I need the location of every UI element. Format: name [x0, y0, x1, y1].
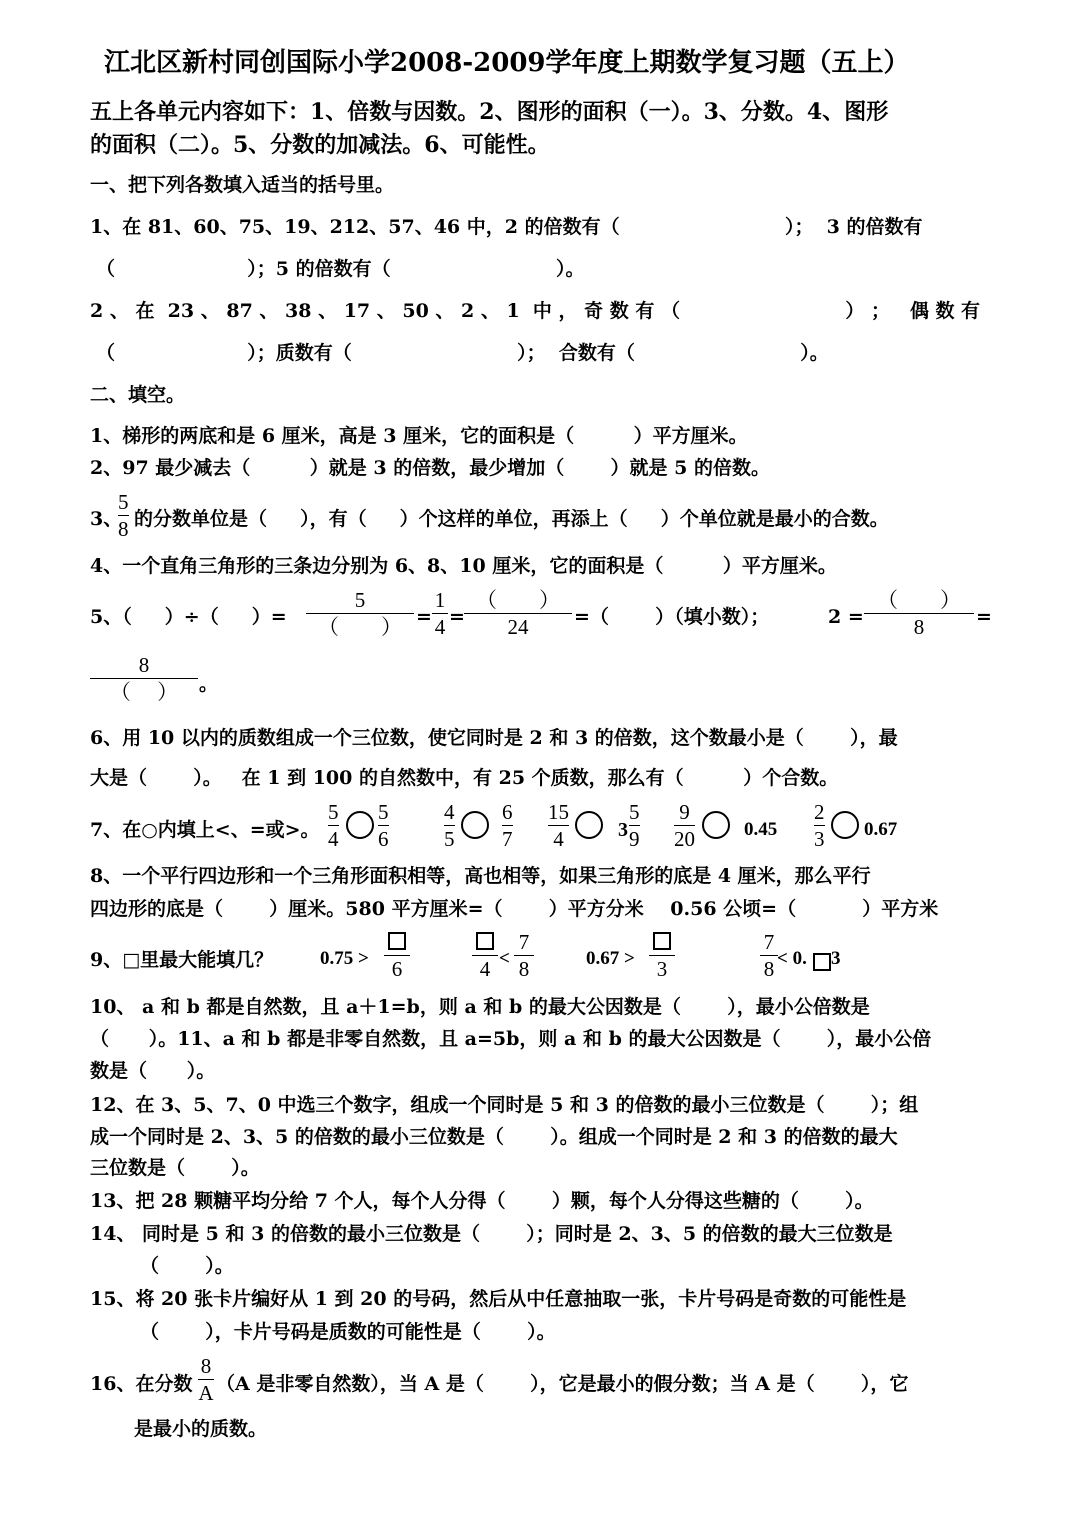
s2-q1: 1、梯形的两底和是 6 厘米，高是 3 厘米，它的面积是（ ）平方厘米。 [90, 425, 748, 447]
s1-q2-line1: 2 、 在 23 、 87 、 38 、 17 、 50 、 2 、 1 中 ， 奇 数 有 （ ） ； 偶 数 有 [90, 300, 981, 322]
q5-fraction-4-numerator: （ ） [877, 588, 961, 612]
q9-b-op: < [499, 948, 510, 969]
fraction-bar [328, 825, 339, 826]
s1-q1-line1: 1、在 81、60、75、19、212、57、46 中，2 的倍数有（ ）； 3 的倍数有 [90, 216, 923, 238]
q7-p5-left-fraction [814, 801, 825, 850]
q5-equals-3: = [976, 606, 992, 628]
numerator: 5 [328, 800, 339, 824]
denominator: 4 [479, 957, 491, 981]
s2-q14-line2: （ ）。 [140, 1255, 234, 1277]
s1-q1-line2: （ ）；5 的倍数有（ ）。 [96, 258, 585, 280]
compare-circle[interactable] [346, 811, 374, 839]
s2-q10-line3: 数是（ ）。 [90, 1060, 216, 1082]
q7-p3-left-fraction [548, 801, 569, 850]
numerator: 7 [763, 930, 775, 954]
q3-fraction [118, 491, 129, 540]
q9-a-fraction [384, 931, 410, 980]
q5-tail: =（ ）（填小数）； [574, 606, 770, 628]
fraction-bar [444, 825, 455, 826]
q3-fraction-denominator: 8 [118, 517, 129, 541]
fraction-bar [306, 613, 414, 614]
q3-fraction-numerator: 5 [118, 490, 129, 514]
s2-q12-line1: 12、在 3、5、7、0 中选三个数字，组成一个同时是 5 和 3 的倍数的最小三位数是（ ）；组 [90, 1094, 919, 1116]
q9-c-fraction [649, 931, 675, 980]
compare-circle[interactable] [575, 811, 603, 839]
s2-q10-line1: 10、 a 和 b 都是自然数，且 a＋1=b，则 a 和 b 的最大公因数是（ ），最小公倍数是 [90, 996, 870, 1018]
s2-q9-lead: 9、□里最大能填几？ [90, 949, 274, 971]
numerator: 2 [814, 800, 825, 824]
q7-p3-whole: 3 [618, 819, 628, 841]
s2-q3-prefix: 3、 [90, 508, 123, 530]
numerator: 8 [200, 1354, 212, 1378]
s2-q13: 13、把 28 颗糖平均分给 7 个人，每个人分得（ ）颗，每个人分得这些糖的（ ）。 [90, 1190, 874, 1212]
q5-fraction-3 [464, 589, 572, 638]
s2-q14-line1: 14、 同时是 5 和 3 的倍数的最小三位数是（ ）；同时是 2、3、5 的倍数的最大三位数是 [90, 1223, 893, 1245]
s2-q3-text: 的分数单位是（ ），有（ ）个这样的单位，再添上（ ）个单位就是最小的合数。 [134, 508, 889, 530]
denominator: 9 [629, 827, 640, 851]
fraction-bar [378, 825, 389, 826]
q9-b-fraction2 [514, 931, 534, 980]
s2-q16-prefix: 16、在分数 [90, 1373, 193, 1395]
intro-line-1: 五上各单元内容如下：1、倍数与因数。2、图形的面积（一）。3、分数。4、图形 [90, 99, 889, 125]
blank-box[interactable] [388, 931, 406, 953]
intro-line-2: 的面积（二）。5、分数的加减法。6、可能性。 [90, 132, 550, 158]
numerator: 4 [444, 800, 455, 824]
q9-a-left: 0.75 > [320, 948, 369, 969]
q5-fraction-2 [432, 589, 448, 638]
denominator: 20 [674, 827, 695, 851]
s2-q2: 2、97 最少减去（ ）就是 3 的倍数，最少增加（ ）就是 5 的倍数。 [90, 457, 771, 479]
q5-fraction-4-denominator: 8 [913, 615, 925, 639]
s2-q12-line3: 三位数是（ ）。 [90, 1157, 260, 1179]
denominator: 3 [814, 827, 825, 851]
denominator: 8 [763, 957, 775, 981]
fraction-bar [760, 955, 778, 956]
q9-b-fraction [472, 931, 498, 980]
denominator: A [198, 1381, 214, 1405]
q9-d-op: < 0. [777, 948, 807, 969]
s2-q7-lead: 7、在○内填上<、=或>。 [90, 819, 320, 841]
section2-heading: 二、填空。 [90, 384, 186, 406]
denominator: 7 [502, 827, 513, 851]
numerator: 5 [629, 800, 640, 824]
fraction-bar [674, 825, 695, 826]
s2-q6-line1: 6、用 10 以内的质数组成一个三位数，使它同时是 2 和 3 的倍数，这个数最小是（ ），最 [90, 727, 898, 749]
q5-two: 2 = [828, 606, 864, 628]
fraction-bar [814, 825, 825, 826]
q7-p2-left-fraction [444, 801, 455, 850]
q5-equals-2: = [449, 606, 465, 628]
q5-fraction-5-numerator: 8 [138, 653, 150, 677]
q16-fraction [198, 1355, 214, 1404]
fraction-bar [649, 955, 675, 956]
q5-fraction-3-numerator: （ ） [476, 588, 560, 612]
fraction-bar [472, 955, 498, 956]
q5-end: 。 [199, 673, 219, 695]
q5-fraction-3-denominator: 24 [507, 615, 529, 639]
compare-circle[interactable] [831, 811, 859, 839]
s2-q16-line2: 是最小的质数。 [134, 1418, 268, 1440]
s2-q8-line1: 8、一个平行四边形和一个三角形面积相等，高也相等，如果三角形的底是 4 厘米，那么平行 [90, 865, 871, 887]
q5-fraction-1-numerator: 5 [354, 588, 366, 612]
s2-q12-line2: 成一个同时是 2、3、5 的倍数的最小三位数是（ ）。组成一个同时是 2 和 3 的倍数的最大 [90, 1126, 898, 1148]
q9-d-tail: 3 [831, 948, 841, 969]
q7-p4-decimal: 0.45 [744, 819, 778, 840]
fraction-bar [384, 955, 410, 956]
denominator: 3 [656, 957, 668, 981]
s2-q15-line1: 15、将 20 张卡片编好从 1 到 20 的号码，然后从中任意抽取一张，卡片号码是奇数的可能性是 [90, 1288, 907, 1310]
q5-fraction-2-denominator: 4 [434, 615, 446, 639]
denominator: 5 [444, 827, 455, 851]
denominator: 4 [328, 827, 339, 851]
q5-equals-1: = [416, 606, 432, 628]
numerator: 6 [502, 800, 513, 824]
compare-circle[interactable] [702, 811, 730, 839]
numerator: 15 [548, 800, 569, 824]
q7-p3-right-fraction [629, 801, 640, 850]
blank-box[interactable] [813, 953, 831, 971]
denominator: 8 [518, 957, 530, 981]
s2-q15-line2: （ ），卡片号码是质数的可能性是（ ）。 [140, 1321, 556, 1343]
blank-box[interactable] [653, 931, 671, 953]
fraction-bar [548, 825, 569, 826]
fraction-bar [502, 825, 513, 826]
q7-p2-right-fraction [502, 801, 513, 850]
q7-p1-left-fraction [328, 801, 339, 850]
numerator: 5 [378, 800, 389, 824]
numerator: 9 [679, 800, 690, 824]
fraction-bar [864, 613, 974, 614]
fraction-bar [514, 955, 534, 956]
page-title: 江北区新村同创国际小学2008-2009学年度上期数学复习题（五上） [104, 48, 910, 78]
s2-q16-text: （A 是非零自然数），当 A 是（ ），它是最小的假分数；当 A 是（ ），它 [216, 1373, 909, 1395]
fraction-bar [629, 825, 640, 826]
fraction-bar [432, 613, 448, 614]
fraction-bar [198, 1379, 214, 1380]
fraction-bar [464, 613, 572, 614]
q5-fraction-1 [306, 589, 414, 638]
q5-fraction-4 [864, 589, 974, 638]
section1-heading: 一、把下列各数填入适当的括号里。 [90, 174, 395, 196]
s2-q10-line2: （ ）。11、a 和 b 都是非零自然数，且 a=5b，则 a 和 b 的最大公因数是（ ），最小公倍 [90, 1028, 932, 1050]
fraction-bar [90, 678, 198, 679]
s1-q2-line2: （ ）；质数有（ ）； 合数有（ ）。 [96, 342, 829, 364]
q7-p4-left-fraction [674, 801, 695, 850]
q9-d-fraction [760, 931, 778, 980]
q5-fraction-1-denominator: （ ） [318, 615, 402, 639]
q5-fraction-2-numerator: 1 [434, 588, 446, 612]
q7-p5-decimal: 0.67 [864, 819, 898, 840]
q9-c-left: 0.67 > [586, 948, 635, 969]
s2-q5-lead: 5、（ ）÷（ ）= [90, 606, 287, 628]
s2-q4: 4、一个直角三角形的三条边分别为 6、8、10 厘米，它的面积是（ ）平方厘米。 [90, 555, 837, 577]
q5-fraction-5 [90, 654, 198, 703]
compare-circle[interactable] [461, 811, 489, 839]
denominator: 6 [378, 827, 389, 851]
q5-fraction-5-denominator: （ ） [109, 680, 179, 704]
s2-q8-line2: 四边形的底是（ ）厘米。580 平方厘米=（ ）平方分米 0.56 公顷=（ ）平方米 [90, 898, 939, 920]
numerator: 7 [518, 930, 530, 954]
fraction-bar [118, 515, 129, 516]
denominator: 6 [391, 957, 403, 981]
s2-q6-line2: 大是（ ）。 在 1 到 100 的自然数中，有 25 个质数，那么有（ ）个合数。 [90, 767, 839, 789]
denominator: 4 [553, 827, 564, 851]
q7-p1-right-fraction [378, 801, 389, 850]
blank-box[interactable] [476, 931, 494, 953]
